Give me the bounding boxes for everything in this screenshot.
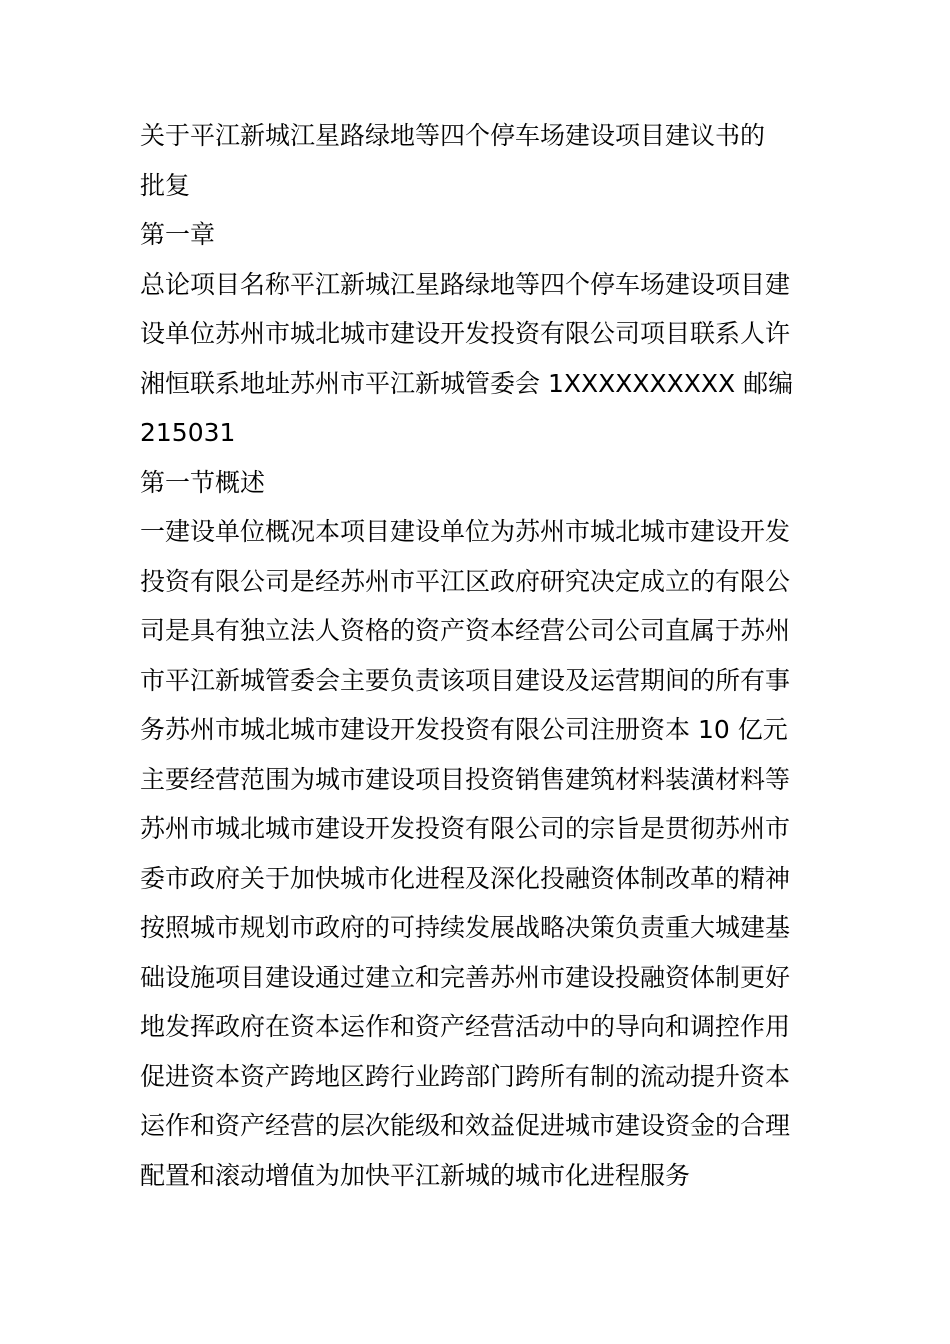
chapter-heading: 第一章 (140, 220, 216, 249)
text-line: 主要经营范围为城市建设项目投资销售建筑材料装潢材料等 (140, 764, 791, 794)
text-line: 按照城市规划市政府的可持续发展战略决策负责重大城建基 (140, 913, 791, 942)
text-line: 务苏州市城北城市建设开发投资有限公司注册资本 10 亿元 (140, 715, 788, 744)
text-line: 运作和资产经营的层次能级和效益促进城市建设资金的合理 (140, 1111, 791, 1140)
postal-code-line: 215031 (140, 418, 236, 447)
title-line-2: 批复 (140, 170, 191, 200)
text-line: 投资有限公司是经苏州市平江区政府研究决定成立的有限公 (140, 566, 791, 596)
text-line: 市平江新城管委会主要负责该项目建设及运营期间的所有事 (140, 665, 791, 695)
document-body (140, 111, 816, 1200)
text-line: 地发挥政府在资本运作和资产经营活动中的导向和调控作用 (140, 1012, 791, 1041)
text-line: 湘恒联系地址苏州市平江新城管委会 1XXXXXXXXXX 邮编 (140, 368, 794, 398)
text-line: 配置和滚动增值为加快平江新城的城市化进程服务 (140, 1160, 691, 1190)
text-line: 一建设单位概况本项目建设单位为苏州市城北城市建设开发 (140, 517, 791, 546)
title-line-1: 关于平江新城江星路绿地等四个停车场建设项目建议书的 (140, 121, 766, 150)
text-line: 苏州市城北城市建设开发投资有限公司的宗旨是贯彻苏州市 (140, 814, 791, 843)
text-line: 础设施项目建设通过建立和完善苏州市建设投融资体制更好 (140, 962, 791, 992)
text-line: 促进资本资产跨地区跨行业跨部门跨所有制的流动提升资本 (140, 1061, 791, 1091)
section-heading: 第一节概述 (140, 467, 266, 497)
text-line: 委市政府关于加快城市化进程及深化投融资体制改革的精神 (140, 863, 791, 893)
text-line: 总论项目名称平江新城江星路绿地等四个停车场建设项目建 (140, 269, 791, 299)
text-line: 司是具有独立法人资格的资产资本经营公司公司直属于苏州 (140, 616, 791, 645)
text-line: 设单位苏州市城北城市建设开发投资有限公司项目联系人许 (140, 319, 791, 348)
